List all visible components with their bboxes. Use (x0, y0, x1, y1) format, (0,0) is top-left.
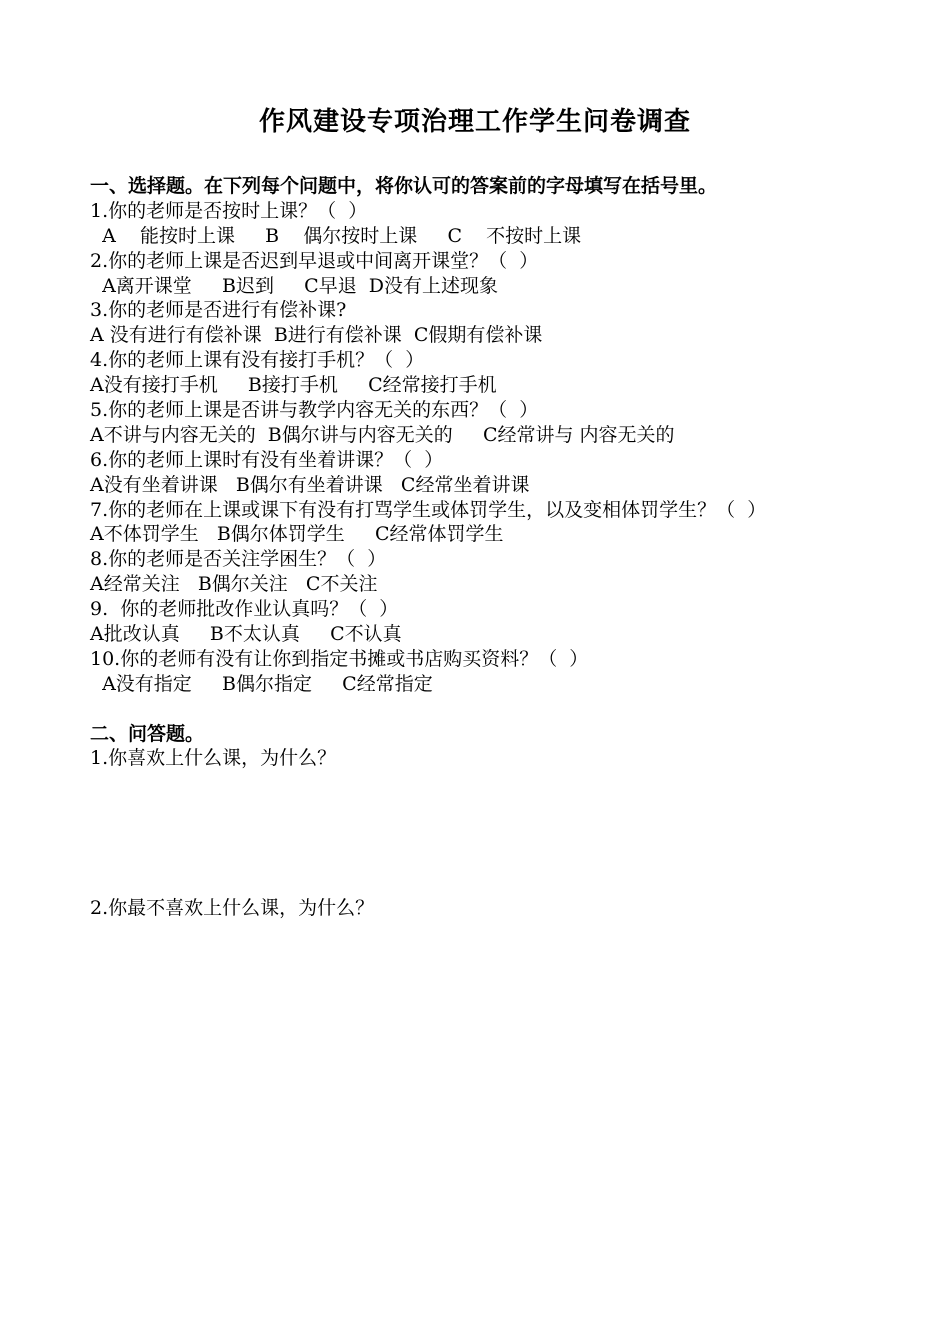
question-9-options: A批改认真 B不太认真 C不认真 (90, 623, 402, 646)
question-10-options: A没有指定 B偶尔指定 C经常指定 (90, 672, 433, 695)
question-5: 5.你的老师上课是否讲与教学内容无关的东西？（ ） (90, 399, 539, 422)
open-question-2-block (90, 896, 910, 921)
question-1: 1.你的老师是否按时上课？（ ） (90, 199, 368, 222)
open-question-2: 2.你最不喜欢上什么课，为什么？ (90, 897, 375, 919)
question-8: 8.你的老师是否关注学困生？（ ） (90, 548, 387, 571)
question-6-options: A没有坐着讲课 B偶尔有坐着讲课 C经常坐着讲课 (90, 473, 530, 496)
section-spacer (90, 697, 910, 722)
question-1-options: A 能按时上课 B 偶尔按时上课 C 不按时上课 (90, 224, 582, 247)
question-10: 10.你的老师有没有让你到指定书摊或书店购买资料？（ ） (90, 647, 589, 670)
section2-heading: 二、问答题。 (90, 722, 205, 745)
question-4-options: A没有接打手机 B接打手机 C经常接打手机 (90, 374, 497, 397)
question-6: 6.你的老师上课时有没有坐着讲课？（ ） (90, 448, 444, 471)
question-2: 2.你的老师上课是否迟到早退或中间离开课堂？（ ） (90, 249, 539, 272)
question-5-options: A不讲与内容无关的 B偶尔讲与内容无关的 C经常讲与 内容无关的 (90, 423, 675, 446)
question-8-options: A经常关注 B偶尔关注 C不关注 (90, 573, 378, 596)
question-7-options: A不体罚学生 B偶尔体罚学生 C经常体罚学生 (90, 523, 504, 546)
question-3-options: A 没有进行有偿补课 B进行有偿补课 C假期有偿补课 (90, 324, 543, 347)
open-question-1: 1.你喜欢上什么课，为什么？ (90, 747, 337, 770)
section-multiple-choice (90, 174, 910, 771)
question-3: 3.你的老师是否进行有偿补课? (90, 299, 347, 322)
question-7: 7.你的老师在上课或课下有没有打骂学生或体罚学生，以及变相体罚学生？（ ） (90, 498, 767, 521)
question-9: 9. 你的老师批改作业认真吗？（ ） (90, 598, 399, 621)
document-title: 作风建设专项治理工作学生问卷调查 (258, 107, 691, 137)
question-2-options: A离开课堂 B迟到 C早退 D没有上述现象 (90, 274, 499, 297)
section1-heading: 一、选择题。在下列每个问题中，将你认可的答案前的字母填写在括号里。 (90, 175, 718, 197)
question-4: 4.你的老师上课有没有接打手机？（ ） (90, 349, 425, 372)
